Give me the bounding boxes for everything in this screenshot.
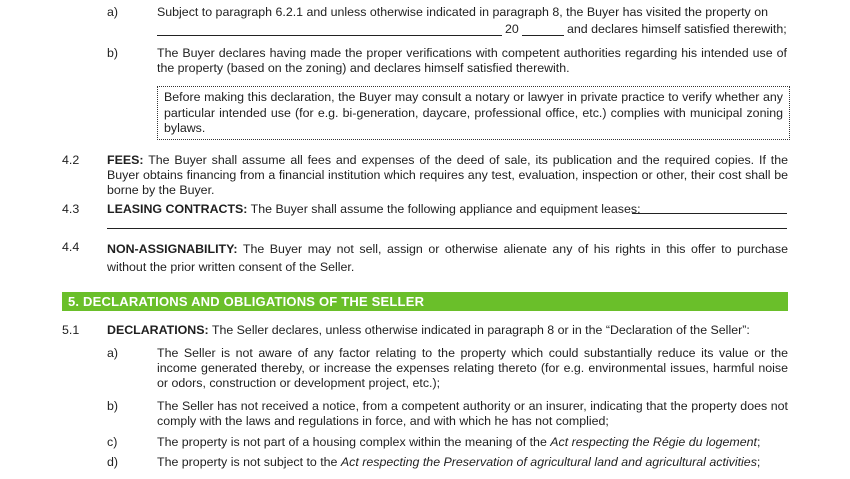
declaration-label-d: d) (107, 455, 119, 469)
zoning-note: Before making this declaration, the Buyer may consult a notary or lawyer in private practice to verify whether any particular intended use (for e.g. bi-generation, daycare, professional office, etc.) complies with municipal zoning bylaws. (157, 86, 790, 140)
section-number-5-1: 5.1 (62, 323, 80, 337)
visit-clause-end: and declares himself satisfied therewith; (567, 22, 787, 36)
section-number-4-3: 4.3 (62, 202, 80, 216)
visit-date-field[interactable] (157, 35, 502, 36)
declaration-c: The property is not part of a housing complex within the meaning of the Act respecting the Régie du logement; (157, 435, 761, 449)
agricultural-act: Act respecting the Preservation of agricultural land and agricultural activities (340, 455, 757, 469)
declaration-label-c: c) (107, 435, 118, 449)
section-number-4-4: 4.4 (62, 240, 80, 254)
declarations-clause: DECLARATIONS: The Seller declares, unless otherwise indicated in paragraph 8 or in the “Declaration of the Seller”: (107, 323, 750, 337)
assignability-title: NON-ASSIGNABILITY: (107, 242, 238, 256)
declaration-a: The Seller is not aware of any factor relating to the property which could substantially reduce its value or the income generated thereby, or increase the expenses relating thereto (for e.g. environmental issues, harmful noise or odors, construction or development project, etc.); (157, 346, 788, 390)
item-label-a: a) (107, 5, 119, 19)
verification-clause: The Buyer declares having made the proper verifications with competent authorities regarding his intended use of the property (based on the zoning) and declares himself satisfied therewith. (157, 46, 787, 75)
section-number-4-2: 4.2 (62, 153, 80, 167)
declarations-title: DECLARATIONS: (107, 323, 209, 337)
declaration-label-a: a) (107, 346, 119, 360)
declaration-label-b: b) (107, 399, 119, 413)
section-5-heading: 5. DECLARATIONS AND OBLIGATIONS OF THE SELLER (62, 292, 788, 311)
visit-year-prefix: 20 (505, 22, 519, 36)
leasing-field-2[interactable] (107, 228, 787, 229)
visit-year-field[interactable] (522, 35, 564, 36)
fees-clause: FEES: The Buyer shall assume all fees and expenses of the deed of sale, its publication and the required copies. If the Buyer obtains financing from a financial institution which requires any test, evaluation, inspection or other, their cost shall be borne by the Buyer. (107, 153, 789, 197)
visit-clause: Subject to paragraph 6.2.1 and unless otherwise indicated in paragraph 8, the Buyer has visited the property on (157, 5, 768, 19)
regie-act: Act respecting the Régie du logement (550, 435, 757, 449)
declaration-d: The property is not subject to the Act respecting the Preservation of agricultural land and agricultural activities; (157, 455, 761, 469)
declaration-b: The Seller has not received a notice, from a competent authority or an insurer, indicating that the property does not comply with the laws and regulations in force, and with which he has not complied; (157, 399, 788, 428)
assignability-clause: NON-ASSIGNABILITY: The Buyer may not sell, assign or otherwise alienate any of his rights in this offer to purchase without the prior written consent of the Seller. (107, 242, 788, 274)
item-label-b: b) (107, 46, 119, 60)
fees-title: FEES (107, 153, 140, 167)
leasing-title: LEASING CONTRACTS: (107, 202, 248, 216)
leasing-field-1[interactable] (632, 213, 787, 214)
leasing-clause: LEASING CONTRACTS: The Buyer shall assume the following appliance and equipment leases: (107, 202, 641, 216)
